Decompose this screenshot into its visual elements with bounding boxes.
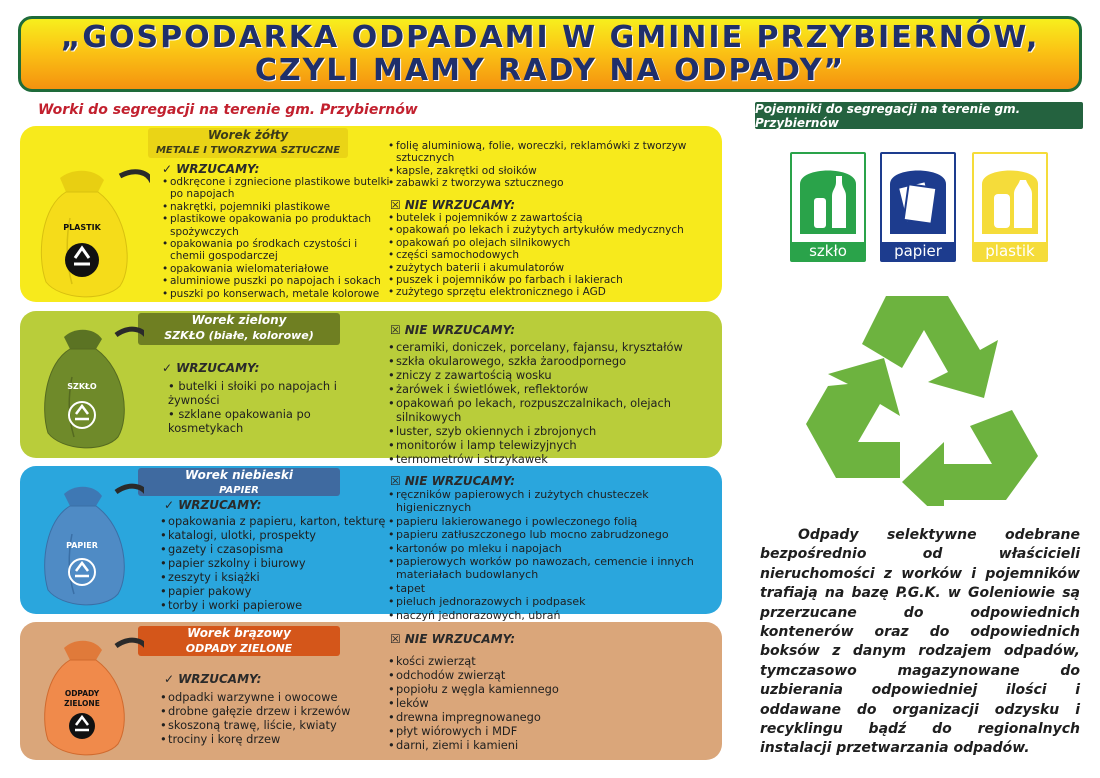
yellow-no-list (388, 212, 708, 299)
green-bag-icon (34, 319, 144, 457)
green-bag-label: SZKŁO (67, 382, 97, 391)
list-item: • opakowania po środkach czystości i chemii gospodarczej (162, 238, 390, 263)
list-item: • zużytego sprzętu elektronicznego i AGD (388, 286, 708, 298)
list-item: • części samochodowych (388, 249, 708, 261)
blue-yes-list (160, 514, 390, 612)
list-item: • aluminiowe puszki po napojach i sokach (162, 275, 390, 287)
list-item: • nakrętki, pojemniki plastikowe (162, 201, 390, 213)
x-box-icon: ☒ (390, 198, 401, 212)
bags-section-title: Worki do segregacji na terenie gm. Przybiernów (38, 102, 418, 118)
blue-bag-name: Worek niebieski (185, 468, 293, 482)
header-banner (18, 16, 1082, 92)
green-no-list (388, 340, 718, 466)
list-item: • zniczy z zawartością wosku (388, 368, 718, 382)
header-line-1: „GOSPODARKA ODPADAMI W GMINIE PRZYBIERNÓW, (60, 20, 1040, 55)
panel-yellow-bag (20, 126, 722, 302)
list-item: • szklane opakowania po kosmetykach (168, 407, 311, 435)
list-item: • luster, szyb okiennych i zbrojonych (388, 424, 718, 438)
list-item: • papieru zatłuszczonego lub mocno zabrudzonego (388, 528, 718, 541)
brown-bag-name: Worek brązowy (187, 626, 291, 640)
list-item: • skoszoną trawę, liście, kwiaty (160, 718, 390, 732)
list-item: • odkręcone i zgniecione plastikowe butelki po napojach (162, 176, 390, 201)
yellow-bag-icon (30, 158, 150, 306)
list-item: • folię aluminiową, folie, woreczki, reklamówki z tworzyw sztucznych (388, 140, 688, 165)
green-bag-subtitle: SZKŁO (białe, kolorowe) (164, 329, 314, 342)
blue-bag-icon (34, 476, 144, 614)
yellow-yes-list (162, 176, 390, 300)
brown-yes-list (160, 690, 390, 746)
yellow-bag-name: Worek żółty (207, 128, 289, 142)
blue-yes-heading: ✓ WRZUCAMY: (164, 498, 262, 512)
green-bag-name: Worek zielony (191, 313, 287, 327)
bin-paper-label: papier (882, 242, 954, 260)
blue-no-heading: ☒ NIE WRZUCAMY: (390, 474, 516, 488)
list-item: • płyt wiórowych i MDF (388, 724, 708, 738)
list-item: • darni, ziemi i kamieni (388, 738, 708, 752)
check-icon: ✓ (164, 498, 175, 512)
list-item: • termometrów i strzykawek (388, 452, 718, 466)
list-item: • opakowań po lekach i zużytych artykułów medycznych (388, 224, 708, 236)
yellow-bag-tag (148, 128, 348, 158)
list-item: • monitorów i lamp telewizyjnych (388, 438, 718, 452)
blue-bag-label: PAPIER (66, 541, 98, 550)
panel-blue-bag (20, 466, 722, 622)
x-box-icon: ☒ (390, 323, 401, 337)
list-item: • opakowania wielomateriałowe (162, 263, 390, 275)
list-item: • opakowań po lekach, rozpuszczalnikach, olejach silnikowych (388, 396, 718, 424)
blue-bag-tag (138, 468, 340, 496)
bin-plastic-label: plastik (974, 242, 1046, 260)
list-item: • ceramiki, doniczek, porcelany, fajansu, kryształów (388, 340, 718, 354)
yellow-bag-subtitle: METALE I TWORZYWA SZTUCZNE (155, 145, 341, 156)
list-item: • tapet (388, 582, 718, 595)
panel-green-bag (20, 311, 722, 466)
green-yes-heading: ✓ WRZUCAMY: (162, 361, 260, 375)
brown-no-list (388, 654, 708, 752)
yellow-yes-heading: ✓ WRZUCAMY: (162, 162, 260, 176)
list-item: • opakowania z papieru, karton, tekturę (160, 514, 390, 528)
bins-section-title: Pojemniki do segregacji na terenie gm. Przybiernów (755, 102, 1083, 129)
brown-no-heading: ☒ NIE WRZUCAMY: (390, 632, 516, 646)
list-item: • puszki po konserwach, metale kolorowe (162, 288, 390, 300)
list-item: • opakowań po olejach silnikowych (388, 237, 708, 249)
green-no-heading: ☒ NIE WRZUCAMY: (390, 323, 516, 337)
list-item: • butelek i pojemników z zawartością (388, 212, 708, 224)
brown-bag-icon (34, 630, 144, 760)
list-item: • kości zwierząt (388, 654, 708, 668)
list-item: • leków (388, 696, 708, 710)
list-item: • pieluch jednorazowych i podpasek (388, 595, 718, 608)
bin-paper (880, 152, 956, 262)
yellow-yes-list-cont (388, 140, 688, 190)
brown-bag-subtitle: ODPADY ZIELONE (185, 642, 293, 655)
bin-plastic (972, 152, 1048, 262)
list-item: • papier szkolny i biurowy (160, 556, 390, 570)
bin-glass (790, 152, 866, 262)
list-item: • zużytych baterii i akumulatorów (388, 262, 708, 274)
list-item: • naczyń jednorazowych, ubrań (388, 609, 718, 622)
list-item: • zabawki z tworzywa sztucznego (388, 177, 688, 189)
x-box-icon: ☒ (390, 474, 401, 488)
header-line-2: CZYLI MAMY RADY NA ODPADY” (254, 53, 846, 88)
list-item: • odchodów zwierząt (388, 668, 708, 682)
bin-glass-label: szkło (792, 242, 864, 260)
x-box-icon: ☒ (390, 632, 401, 646)
list-item: • puszek i pojemników po farbach i lakierach (388, 274, 708, 286)
list-item: • plastikowe opakowania po produktach spożywczych (162, 213, 390, 238)
blue-no-list (388, 488, 718, 622)
list-item: • papieru lakierowanego i powleczonego folią (388, 515, 718, 528)
blue-bag-subtitle: PAPIER (219, 485, 259, 496)
paper-sheets-icon (882, 154, 954, 242)
list-item: • papier pakowy (160, 584, 390, 598)
description-text: Odpady selektywne odebrane bezpośrednio od właścicieli nieruchomości z worków i pojemników trafiają na bazę P.G.K. w Goleniowie są przerzucane do odpowiednich kontenerów oraz do odpowiednich boksów z danym rodzajem odpadów, tymczasowo magazynowane do uzbierania odpowiedniej ilości i oddawane do organizacji odzysku i recyklingu bądź do regionalnych instalacji przetwarzania odpadów. (760, 527, 1080, 757)
glass-bottles-icon (792, 154, 864, 242)
check-icon: ✓ (162, 162, 173, 176)
plastic-bottles-icon (974, 154, 1046, 242)
list-item: • torby i worki papierowe (160, 598, 390, 612)
list-item: • drewna impregnowanego (388, 710, 708, 724)
list-item: • kartonów po mleku i napojach (388, 542, 718, 555)
list-item: • odpadki warzywne i owocowe (160, 690, 390, 704)
list-item: • żarówek i świetlówek, reflektorów (388, 382, 718, 396)
list-item: • katalogi, ulotki, prospekty (160, 528, 390, 542)
green-yes-list (160, 379, 380, 435)
yellow-no-heading: ☒ NIE WRZUCAMY: (390, 198, 516, 212)
list-item: • ręczników papierowych i zużytych chusteczek higienicznych (388, 488, 718, 515)
brown-bag-label-1: ODPADY (64, 689, 100, 698)
list-item: • popiołu z węgla kamiennego (388, 682, 708, 696)
check-icon: ✓ (162, 361, 173, 375)
brown-bag-label-2: ZIELONE (64, 699, 100, 708)
list-item: • butelki i słoiki po napojach i żywności (168, 379, 337, 407)
brown-yes-heading: ✓ WRZUCAMY: (164, 672, 262, 686)
recycle-symbol-icon (798, 286, 1038, 506)
list-item: • szkła okularowego, szkła żaroodpornego (388, 354, 718, 368)
list-item: • kapsle, zakrętki od słoików (388, 165, 688, 177)
brown-bag-tag (138, 626, 340, 656)
list-item: • trociny i korę drzew (160, 732, 390, 746)
yellow-bag-label: PLASTIK (63, 223, 101, 232)
list-item: • papierowych worków po nawozach, cemencie i innych materiałach budowlanych (388, 555, 718, 582)
list-item: • zeszyty i książki (160, 570, 390, 584)
check-icon: ✓ (164, 672, 175, 686)
list-item: • gazety i czasopisma (160, 542, 390, 556)
panel-brown-bag (20, 622, 722, 760)
green-bag-tag (138, 313, 340, 345)
list-item: • drobne gałęzie drzew i krzewów (160, 704, 390, 718)
